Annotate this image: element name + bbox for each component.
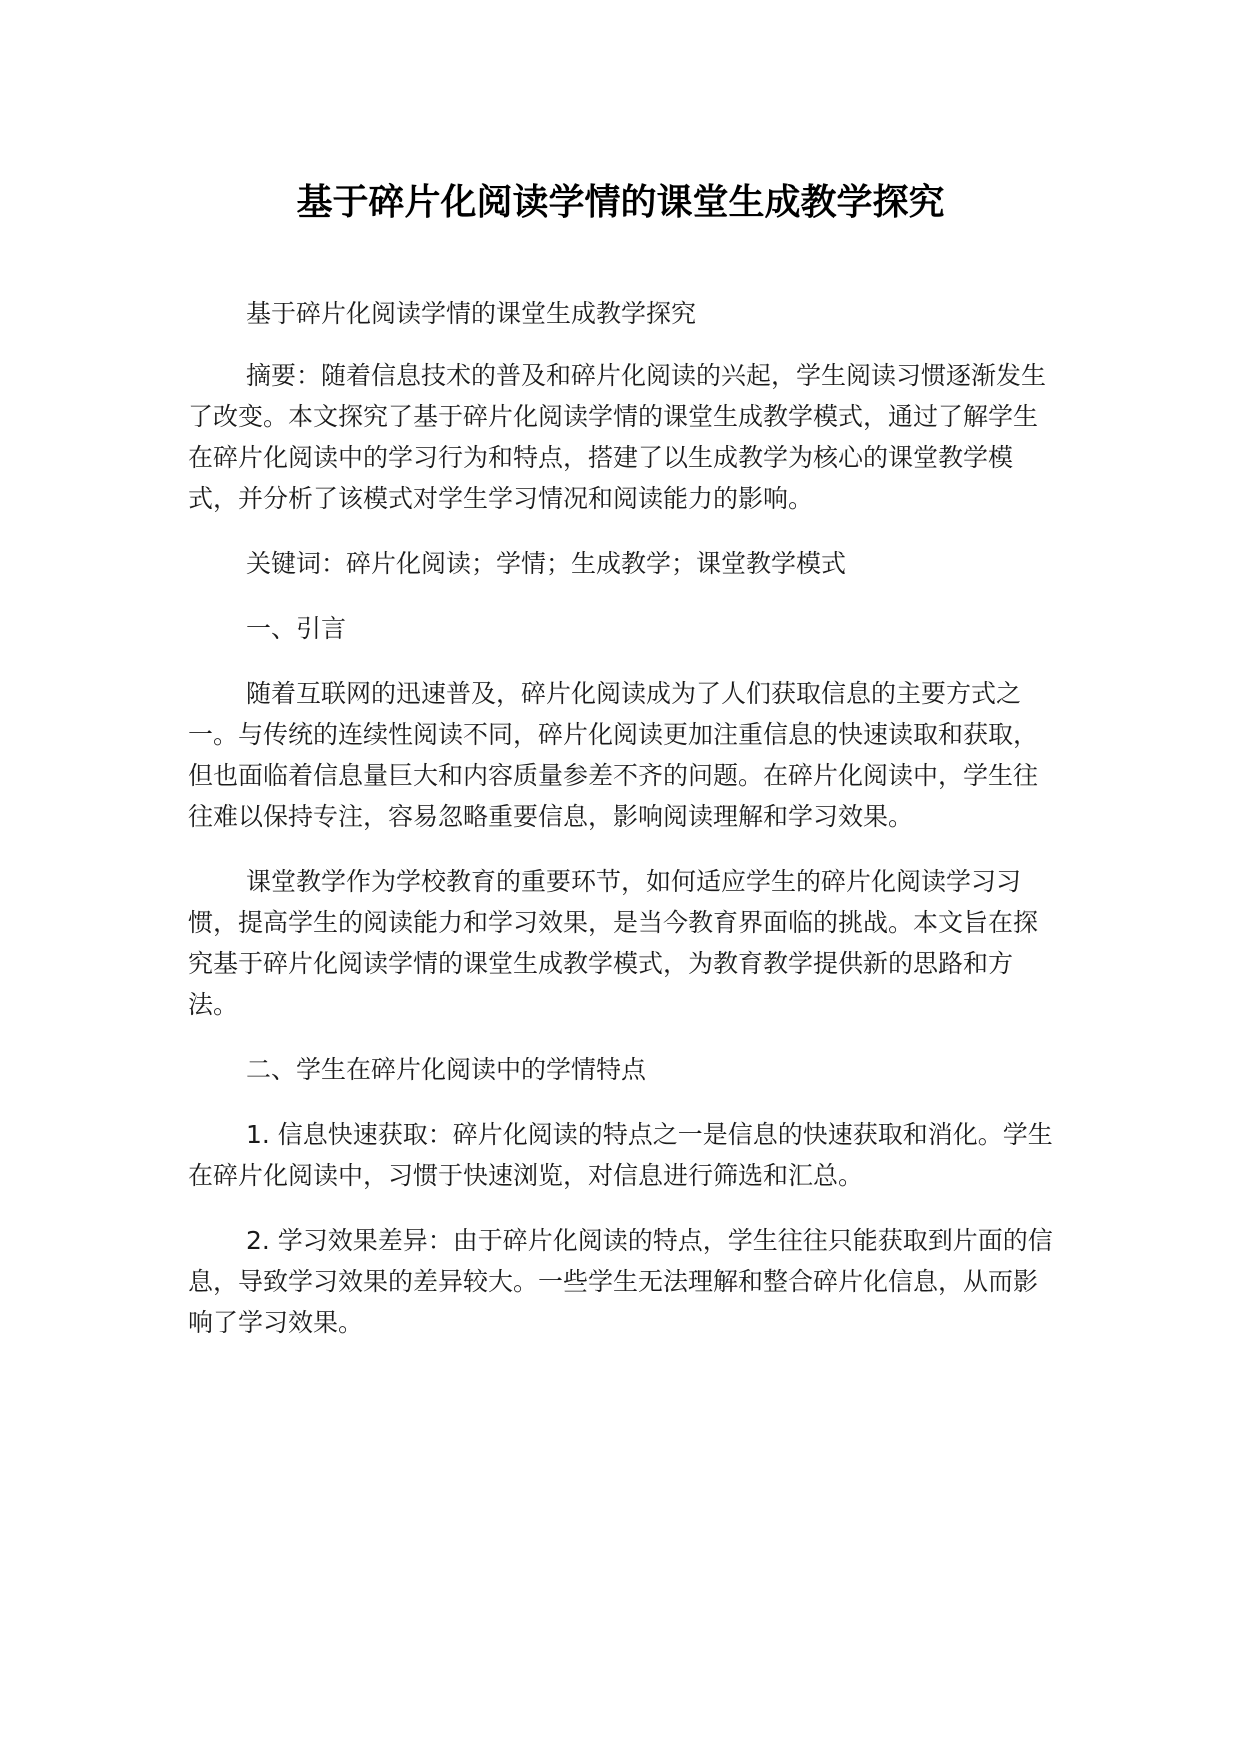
abstract-paragraph: 摘要：随着信息技术的普及和碎片化阅读的兴起，学生阅读习惯逐渐发生了改变。本文探究了基于碎片化阅读学情的课堂生成教学模式，通过了解学生在碎片化阅读中的学习行为和特点，搭建了以生成教学为核心的课堂教学模式，并分析了该模式对学生学习情况和阅读能力的影响。 (188, 361, 1047, 513)
introduction-paragraph-1: 随着互联网的迅速普及，碎片化阅读成为了人们获取信息的主要方式之一。与传统的连续性阅读不同，碎片化阅读更加注重信息的快速读取和获取，但也面临着信息量巨大和内容质量参差不齐的问题。在碎片化阅读中，学生往往难以保持专注，容易忽略重要信息，影响阅读理解和学习效果。 (188, 679, 1039, 831)
keywords-paragraph: 关键词：碎片化阅读；学情；生成教学；课堂教学模式 (246, 549, 847, 578)
section-heading-introduction: 一、引言 (246, 614, 347, 643)
list-item-1: 1. 信息快速获取：碎片化阅读的特点之一是信息的快速获取和消化。学生在碎片化阅读中，习惯于快速浏览，对信息进行筛选和汇总。 (188, 1120, 1053, 1190)
section-heading-learning-characteristics: 二、学生在碎片化阅读中的学情特点 (246, 1055, 647, 1084)
document-title: 基于碎片化阅读学情的课堂生成教学探究 (296, 182, 945, 223)
subtitle-paragraph: 基于碎片化阅读学情的课堂生成教学探究 (246, 299, 697, 328)
document-body (188, 293, 1054, 1367)
introduction-paragraph-2: 课堂教学作为学校教育的重要环节，如何适应学生的碎片化阅读学习习惯，提高学生的阅读能力和学习效果，是当今教育界面临的挑战。本文旨在探究基于碎片化阅读学情的课堂生成教学模式，为教育教学提供新的思路和方法。 (188, 867, 1039, 1019)
list-item-2: 2. 学习效果差异：由于碎片化阅读的特点，学生往往只能获取到片面的信息，导致学习效果的差异较大。一些学生无法理解和整合碎片化信息，从而影响了学习效果。 (188, 1226, 1053, 1337)
